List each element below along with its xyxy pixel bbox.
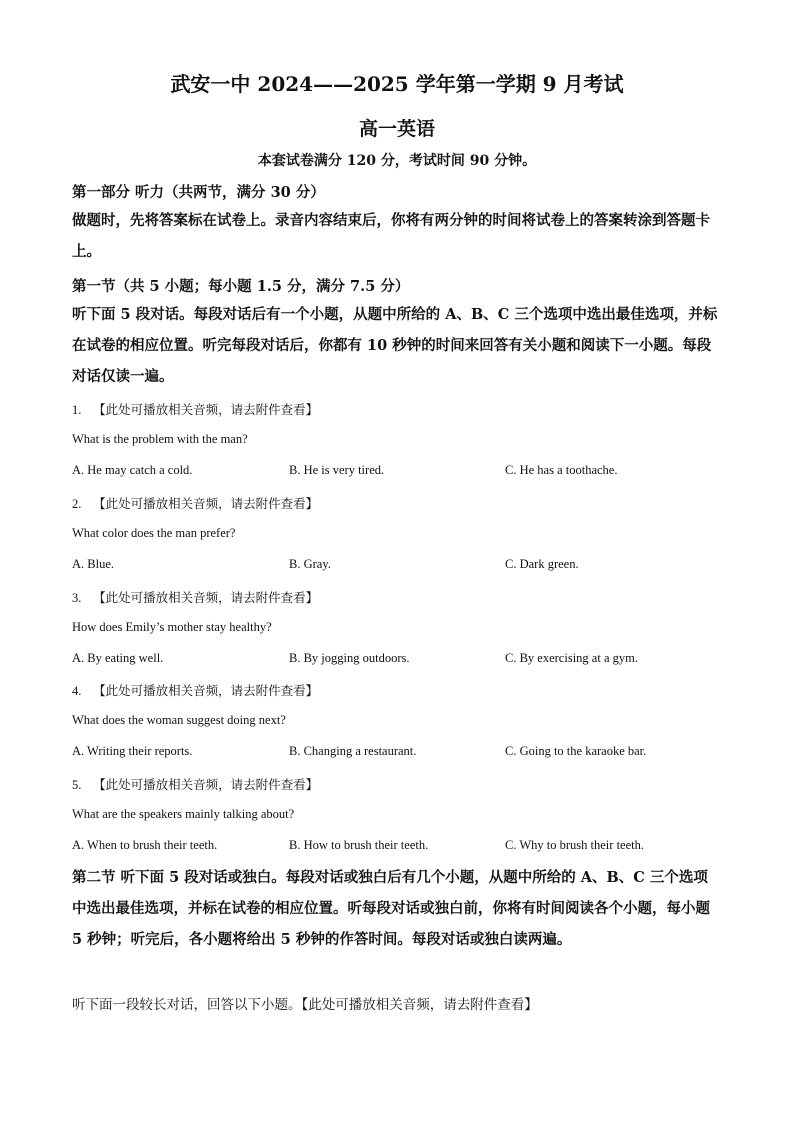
question-3-audio: 3. 【此处可播放相关音频，请去附件查看】 <box>72 590 319 605</box>
question-2-option-b: B. Gray. <box>289 557 331 571</box>
question-5-option-a: A. When to brush their teeth. <box>72 838 218 852</box>
audio-link[interactable]: 【此处可播放相关音频，请去附件查看】 <box>93 402 319 417</box>
question-4-option-a: A. Writing their reports. <box>72 744 193 758</box>
question-1-audio: 1. 【此处可播放相关音频，请去附件查看】 <box>72 402 319 417</box>
question-5-option-b: B. How to brush their teeth. <box>289 838 429 852</box>
audio-link[interactable]: 【此处可播放相关音频，请去附件查看】 <box>93 496 319 511</box>
subject-title: 高一英语 <box>358 118 435 140</box>
question-5-option-c: C. Why to brush their teeth. <box>505 838 644 852</box>
section1-instruction: 听下面 5 段对话。每段对话后有一个小题，从题中所给的 A、B、C 三个选项中选出最佳选项，并标在试卷的相应位置。听完每段对话后，你都有 10 秒钟的时间来回答有关小题和阅读下一小题。每段对话仅读一遍。 <box>72 306 718 385</box>
question-1-option-b: B. He is very tired. <box>289 463 385 477</box>
exam-title: 武安一中 2024——2025 学年第一学期 9 月考试 <box>170 72 624 96</box>
part1-instruction: 做题时，先将答案标在试卷上。录音内容结束后，你将有两分钟的时间将试卷上的答案转涂到答题卡上。 <box>72 212 710 260</box>
question-1-option-c: C. He has a toothache. <box>505 463 618 477</box>
question-1-option-a: A. He may catch a cold. <box>72 463 193 477</box>
exam-info: 本套试卷满分 120 分，考试时间 90 分钟。 <box>257 153 537 169</box>
section2-audio-line[interactable]: 听下面一段较长对话，回答以下小题。【此处可播放相关音频，请去附件查看】 <box>72 997 538 1013</box>
question-1-text: What is the problem with the man? <box>72 432 248 446</box>
part1-heading: 第一部分 听力（共两节，满分 30 分） <box>72 184 325 201</box>
question-3-text: How does Emily’s mother stay healthy? <box>72 620 272 634</box>
audio-link[interactable]: 【此处可播放相关音频，请去附件查看】 <box>93 683 319 698</box>
audio-link[interactable]: 【此处可播放相关音频，请去附件查看】 <box>93 590 319 605</box>
question-3-option-a: A. By eating well. <box>72 651 164 665</box>
question-2-text: What color does the man prefer? <box>72 526 236 540</box>
question-2-option-c: C. Dark green. <box>505 557 579 571</box>
question-4-audio: 4. 【此处可播放相关音频，请去附件查看】 <box>72 683 319 698</box>
audio-link[interactable]: 【此处可播放相关音频，请去附件查看】 <box>93 777 319 792</box>
question-3-option-b: B. By jogging outdoors. <box>289 651 410 665</box>
question-4-option-c: C. Going to the karaoke bar. <box>505 744 647 758</box>
question-5-audio: 5. 【此处可播放相关音频，请去附件查看】 <box>72 777 319 792</box>
question-2-option-a: A. Blue. <box>72 557 115 571</box>
question-2-audio: 2. 【此处可播放相关音频，请去附件查看】 <box>72 496 319 511</box>
section1-heading: 第一节（共 5 小题；每小题 1.5 分，满分 7.5 分） <box>72 278 410 295</box>
question-4-text: What does the woman suggest doing next? <box>72 713 286 727</box>
section2-instruction: 第二节 听下面 5 段对话或独白。每段对话或独白后有几个小题，从题中所给的 A、B、C 三个选项中选出最佳选项，并标在试卷的相应位置。听每段对话或独白前，你将有时间阅读各个小题，每小题 5 秒钟；听完后，各小题将给出 5 秒钟的作答时间。每段对话或独白读两遍。 <box>72 869 710 948</box>
question-3-option-c: C. By exercising at a gym. <box>505 651 638 665</box>
question-4-option-b: B. Changing a restaurant. <box>289 744 417 758</box>
question-5-text: What are the speakers mainly talking about? <box>72 807 295 821</box>
